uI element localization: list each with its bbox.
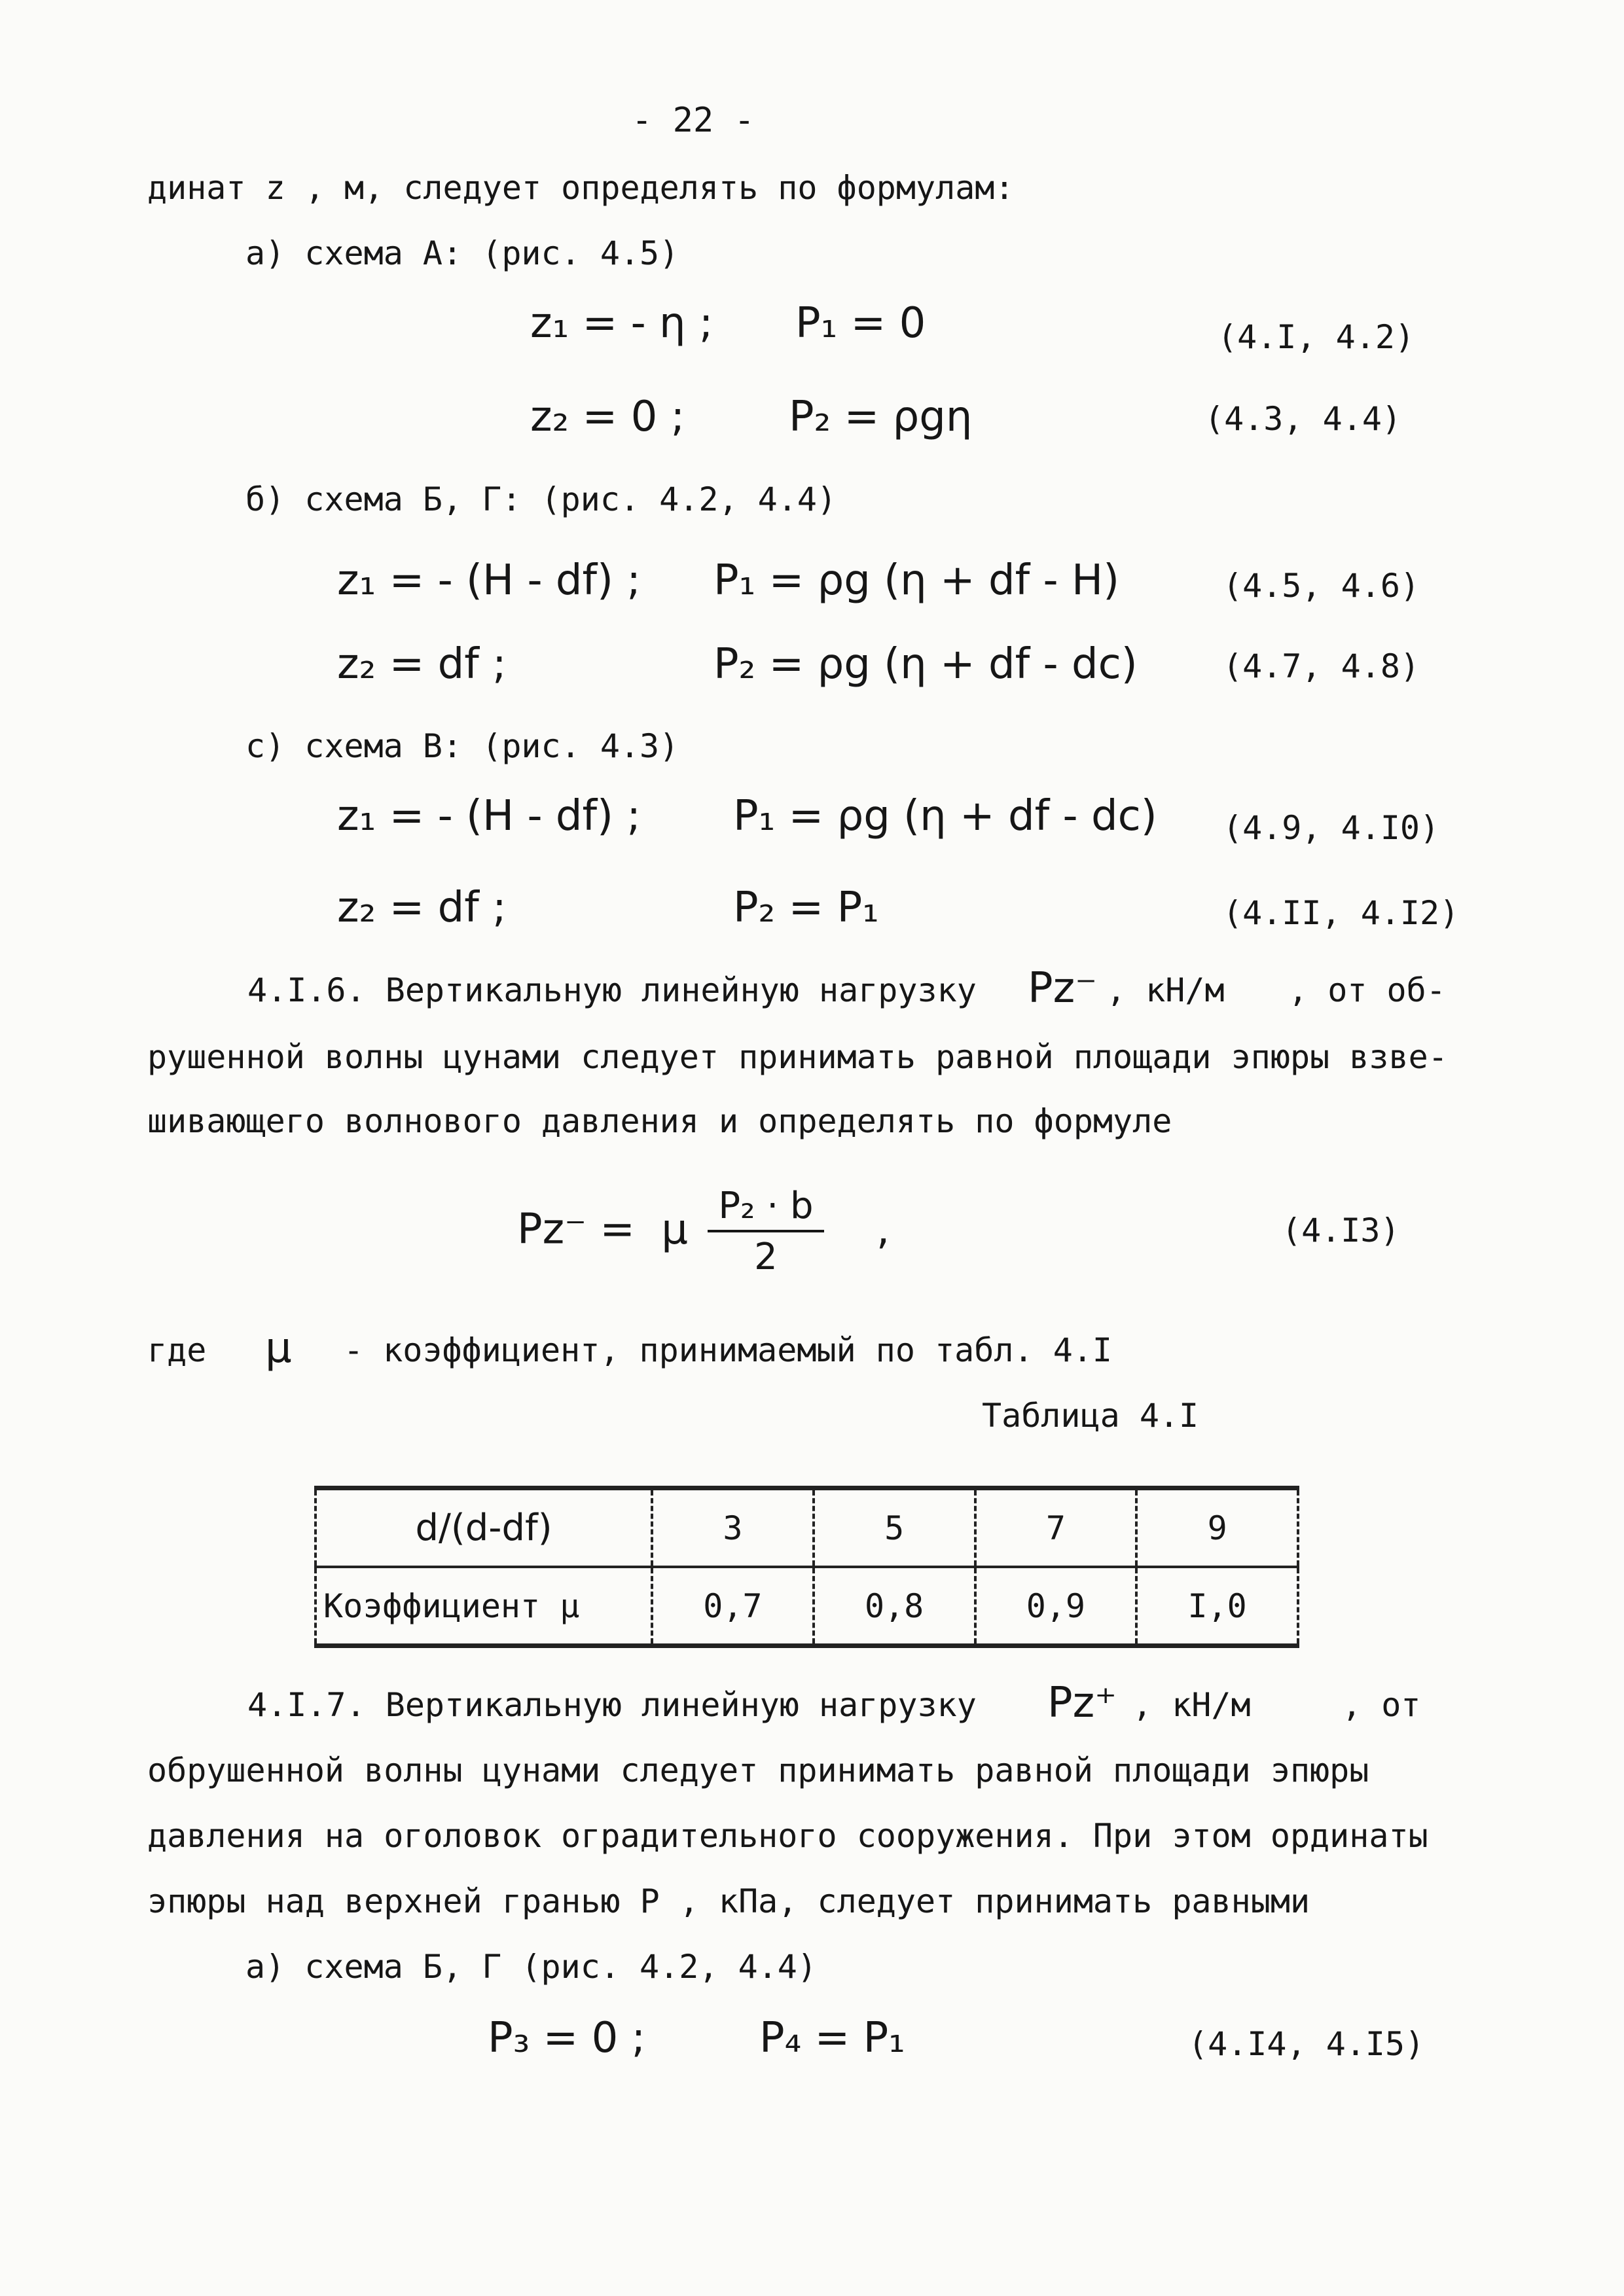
paragraph-4-1-7-line1b: , от <box>1342 1686 1421 1724</box>
mu-symbol: μ <box>661 1205 688 1254</box>
symbol-pz-plus: Pz⁺ <box>1047 1679 1117 1727</box>
eq-number-4-11: (4.II, 4.I2) <box>1223 894 1460 932</box>
eq-z2-c: z₂ = df ; <box>337 884 507 932</box>
scheme-c-heading: с) схема В: (рис. 4.3) <box>245 727 679 765</box>
row-value: 0,7 <box>652 1567 814 1646</box>
eq-number-4-9: (4.9, 4.I0) <box>1223 809 1440 847</box>
eq-p1-a: P₁ = 0 <box>795 299 926 348</box>
eq-number-4-13: (4.I3) <box>1282 1211 1400 1249</box>
scheme-b-heading-2: а) схема Б, Г (рис. 4.2, 4.4) <box>245 1948 817 1986</box>
row-value: I,0 <box>1136 1567 1298 1646</box>
paragraph-4-1-7-line1a: 4.I.7. Вертикальную линейную нагрузку <box>247 1686 977 1724</box>
eq-p2-c: P₂ = P₁ <box>733 884 879 932</box>
table-4-1 <box>314 1486 1299 1648</box>
paragraph-4-1-6-line3: шивающего волнового давления и определять по формуле <box>147 1102 1172 1140</box>
eq-number-4-14: (4.I4, 4.I5) <box>1188 2025 1425 2063</box>
eq-z1-b: z₁ = - (H - df) ; <box>337 556 641 605</box>
formula-comma: , <box>876 1205 890 1254</box>
fraction-denominator: 2 <box>754 1236 778 1278</box>
header-value: 5 <box>814 1488 975 1568</box>
intro-line: динат z , м, следует определять по формулам: <box>147 169 1015 207</box>
eq-p2-b: P₂ = ρg (η + df - dc) <box>713 640 1138 689</box>
eq-z2-a: z₂ = 0 ; <box>530 393 685 441</box>
scheme-a-heading: а) схема А: (рис. 4.5) <box>245 234 679 272</box>
eq-z1-c: z₁ = - (H - df) ; <box>337 792 641 840</box>
where-word: где <box>147 1331 207 1369</box>
eq-p2-a: P₂ = ρgη <box>789 393 973 441</box>
unit-kn-per-m-2: , кН/м <box>1132 1686 1251 1724</box>
paragraph-4-1-7-line3: давления на оголовок оградительного сооружения. При этом ординаты <box>147 1817 1428 1855</box>
formula-lhs: Pz⁻ = <box>517 1205 635 1254</box>
table-data-row <box>316 1567 1298 1646</box>
where-text: - коэффициент, принимаемый по табл. 4.I <box>344 1331 1112 1369</box>
eq-p1-b: P₁ = ρg (η + df - H) <box>713 556 1120 605</box>
eq-number-4-5: (4.5, 4.6) <box>1223 567 1420 605</box>
row-value: 0,8 <box>814 1567 975 1646</box>
eq-p4: P₄ = P₁ <box>759 2014 905 2062</box>
eq-z1-a: z₁ = - η ; <box>530 299 713 348</box>
eq-z2-b: z₂ = df ; <box>337 640 507 689</box>
header-value: 3 <box>652 1488 814 1568</box>
eq-number-4-1: (4.I, 4.2) <box>1218 318 1415 356</box>
paragraph-4-1-7-line4: эпюры над верхней гранью P , кПа, следует принимать равными <box>147 1882 1310 1920</box>
fraction <box>708 1185 823 1278</box>
unit-kn-per-m-1: , кН/м <box>1106 971 1225 1009</box>
fraction-numerator: P₂ · b <box>708 1188 823 1232</box>
symbol-pz-minus: Pz⁻ <box>1028 964 1097 1013</box>
where-mu: μ <box>265 1324 292 1372</box>
page-number: - 22 - <box>632 101 755 140</box>
table-header-row <box>316 1488 1298 1568</box>
paragraph-4-1-7-line2: обрушенной волны цунами следует принимать равной площади эпюры <box>147 1751 1369 1789</box>
eq-number-4-3: (4.3, 4.4) <box>1204 400 1402 438</box>
row-label: Коэффициент μ <box>316 1567 652 1646</box>
eq-p1-c: P₁ = ρg (η + df - dc) <box>733 792 1157 840</box>
header-value: 9 <box>1136 1488 1298 1568</box>
eq-number-4-7: (4.7, 4.8) <box>1223 647 1420 685</box>
paragraph-4-1-6-line2: рушенной волны цунами следует принимать равной площади эпюры взве- <box>147 1038 1448 1076</box>
table-title: Таблица 4.I <box>982 1397 1199 1435</box>
header-value: 7 <box>975 1488 1137 1568</box>
formula-4-13 <box>517 1185 890 1278</box>
header-label: d/(d-df) <box>316 1488 652 1568</box>
row-value: 0,9 <box>975 1567 1137 1646</box>
eq-p3: P₃ = 0 ; <box>488 2014 646 2062</box>
paragraph-4-1-6-line1b: , от об- <box>1288 971 1446 1009</box>
scheme-b-heading: б) схема Б, Г: (рис. 4.2, 4.4) <box>245 480 837 518</box>
paragraph-4-1-6-line1a: 4.I.6. Вертикальную линейную нагрузку <box>247 971 977 1009</box>
